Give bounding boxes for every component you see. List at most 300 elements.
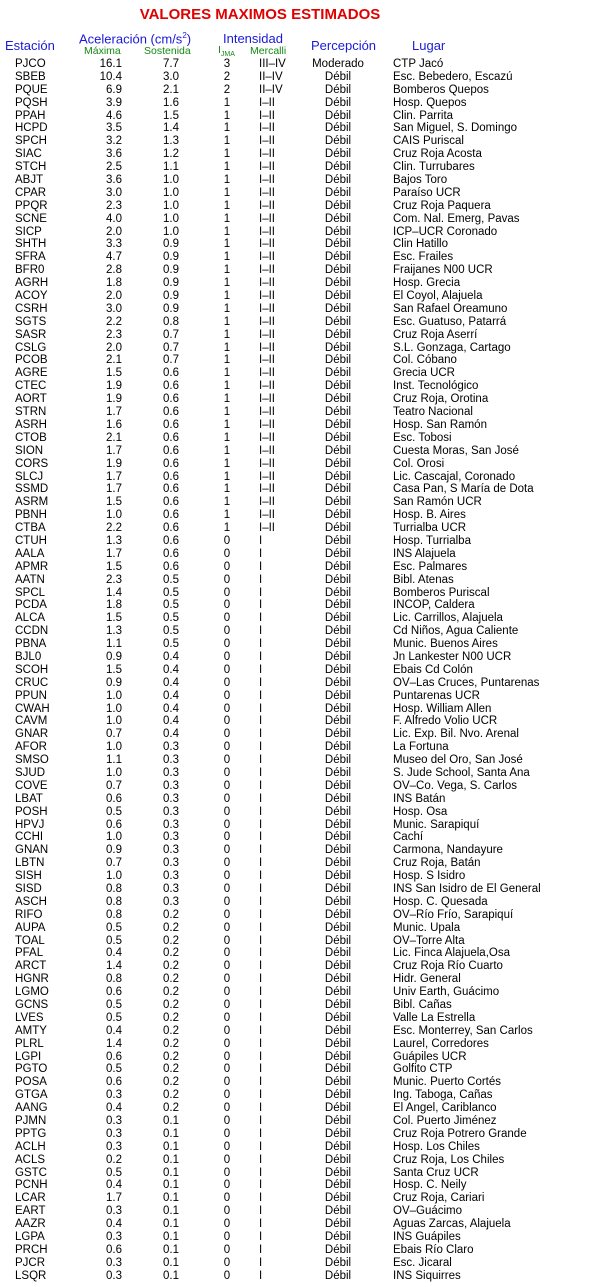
table-row (0, 97, 590, 110)
intensity-mercalli: I (259, 1153, 263, 1166)
accel-sostenida: 0.2 (163, 973, 179, 986)
station-code: LSQR (15, 1269, 47, 1282)
station-code: ABJT (15, 174, 44, 187)
accel-max: 0.9 (106, 676, 122, 689)
location: Hosp. Osa (393, 805, 448, 818)
accel-sostenida: 0.2 (163, 1063, 179, 1076)
location: Fraijanes N00 UCR (393, 264, 493, 277)
intensity-mercalli: I–II (259, 96, 275, 109)
perception: Débil (324, 380, 352, 393)
intensity-jma: 0 (223, 792, 231, 805)
accel-sostenida: 0.3 (163, 870, 179, 883)
table-row (0, 509, 590, 522)
accel-sostenida: 0.2 (163, 908, 179, 921)
station-code: PBNA (15, 638, 47, 651)
intensity-jma: 0 (223, 818, 231, 831)
accel-sostenida: 0.6 (163, 470, 179, 483)
station-code: AFOR (15, 741, 47, 754)
perception: Débil (324, 625, 352, 638)
table-row (0, 651, 590, 664)
accel-sostenida: 0.1 (163, 1231, 179, 1244)
accel-sostenida: 0.2 (163, 960, 179, 973)
location: Col. Cóbano (393, 354, 457, 367)
accel-sostenida: 2.1 (163, 83, 179, 96)
perception: Débil (324, 792, 352, 805)
accel-max: 1.9 (106, 457, 122, 470)
location: OV–Co. Vega, S. Carlos (393, 779, 518, 792)
station-table (0, 58, 590, 1283)
accel-max: 0.7 (106, 857, 122, 870)
table-row (0, 973, 590, 986)
accel-max: 0.3 (106, 1115, 122, 1128)
accel-sostenida: 0.4 (163, 715, 179, 728)
intensity-mercalli: I (259, 586, 263, 599)
intensity-mercalli: I (259, 870, 263, 883)
subheader-mercalli: Mercalli (250, 45, 287, 57)
location: Bomberos Quepos (393, 83, 489, 96)
table-row (0, 342, 590, 355)
station-code: POSH (15, 805, 48, 818)
table-row (0, 226, 590, 239)
location: Lic. Cascajal, Coronado (393, 470, 516, 483)
table-row (0, 638, 590, 651)
station-code: STRN (15, 406, 47, 419)
accel-max: 1.5 (106, 612, 122, 625)
location: Lic. Finca Alajuela,Osa (393, 947, 510, 960)
accel-sostenida: 0.5 (163, 586, 179, 599)
accel-max: 1.0 (106, 870, 122, 883)
station-code: AANG (15, 1102, 48, 1115)
intensity-jma: 0 (223, 1011, 231, 1024)
perception: Débil (324, 290, 352, 303)
intensity-jma: 0 (223, 689, 231, 702)
location: INS San Isidro de El General (393, 883, 541, 895)
location: Valle La Estrella (393, 1011, 476, 1024)
location: Jn Lankester N00 UCR (393, 650, 512, 663)
location: Esc. Guatuso, Patarrá (393, 315, 507, 328)
perception: Débil (324, 457, 352, 470)
intensity-mercalli: I–II (259, 264, 275, 277)
station-code: SIAC (15, 148, 42, 161)
perception: Débil (324, 689, 352, 702)
accel-max: 1.0 (106, 509, 122, 522)
intensity-jma: 0 (223, 947, 231, 960)
accel-max: 3.5 (106, 122, 122, 135)
intensity-mercalli: I–II (259, 431, 275, 444)
accel-max: 1.3 (106, 534, 122, 547)
accel-max: 2.0 (106, 225, 122, 238)
accel-sostenida: 0.6 (163, 560, 179, 573)
accel-max: 6.9 (106, 83, 122, 96)
table-row (0, 135, 590, 148)
intensity-jma: 2 (223, 83, 231, 96)
perception: Débil (324, 805, 352, 818)
perception: Débil (324, 612, 352, 625)
location: Col. Orosi (393, 457, 445, 470)
perception: Débil (324, 908, 352, 921)
accel-sostenida: 0.2 (163, 934, 179, 947)
accel-sostenida: 1.4 (163, 122, 179, 135)
accel-sostenida: 1.0 (163, 186, 179, 199)
perception: Débil (324, 1127, 352, 1140)
accel-max: 2.0 (106, 290, 122, 303)
intensity-jma: 1 (223, 225, 231, 238)
accel-max: 0.5 (106, 999, 122, 1012)
intensity-mercalli: I (259, 818, 263, 831)
intensity-mercalli: I–II (259, 393, 275, 406)
perception: Débil (324, 1192, 352, 1205)
perception: Débil (324, 1179, 352, 1192)
location: Santa Cruz UCR (393, 1166, 479, 1179)
location: Esc. Monterrey, San Carlos (393, 1024, 533, 1037)
intensity-jma: 1 (223, 315, 231, 328)
location: Com. Nal. Emerg, Pavas (393, 212, 520, 225)
perception: Débil (324, 83, 352, 96)
location: Teatro Nacional (393, 406, 473, 419)
perception: Débil (324, 534, 352, 547)
table-row (0, 471, 590, 484)
intensity-mercalli: I (259, 766, 263, 779)
intensity-mercalli: I (259, 1218, 263, 1231)
intensity-jma: 1 (223, 148, 231, 161)
accel-sostenida: 0.5 (163, 612, 179, 625)
accel-sostenida: 0.7 (163, 341, 179, 354)
perception: Débil (324, 921, 352, 934)
perception: Débil (324, 148, 352, 161)
station-code: AAZR (15, 1218, 46, 1231)
perception: Débil (324, 444, 352, 457)
location: Munic. Buenos Aires (393, 638, 498, 651)
intensity-mercalli: I–II (259, 496, 275, 509)
accel-sostenida: 0.4 (163, 689, 179, 702)
intensity-jma: 0 (223, 728, 231, 741)
table-row (0, 780, 590, 793)
location: OV–Río Frío, Sarapiquí (393, 908, 514, 921)
station-code: TOAL (15, 934, 45, 947)
intensity-jma: 0 (223, 1192, 231, 1205)
accel-max: 16.1 (99, 58, 122, 70)
table-row (0, 548, 590, 561)
intensity-mercalli: I (259, 663, 263, 676)
intensity-mercalli: I (259, 779, 263, 792)
station-code: PCNH (15, 1179, 48, 1192)
intensity-jma: 0 (223, 663, 231, 676)
intensity-mercalli: I (259, 973, 263, 986)
station-code: LVES (15, 1011, 44, 1024)
intensity-jma: 0 (223, 599, 231, 612)
table-row (0, 238, 590, 251)
table-row (0, 574, 590, 587)
accel-max: 1.0 (106, 689, 122, 702)
accel-max: 10.4 (99, 70, 122, 83)
accel-max: 0.5 (106, 921, 122, 934)
table-row (0, 728, 590, 741)
station-code: CPAR (15, 186, 47, 199)
table-row (0, 251, 590, 264)
table-row (0, 947, 590, 960)
accel-max: 1.9 (106, 380, 122, 393)
location: Bibl. Atenas (393, 573, 454, 586)
location: Munic. Sarapiquí (393, 818, 480, 831)
intensity-mercalli: I (259, 638, 263, 651)
intensity-jma: 0 (223, 1153, 231, 1166)
intensity-mercalli: I (259, 792, 263, 805)
intensity-jma: 0 (223, 1140, 231, 1153)
intensity-jma: 1 (223, 470, 231, 483)
intensity-mercalli: I (259, 947, 263, 960)
table-row (0, 445, 590, 458)
accel-max: 4.6 (106, 109, 122, 122)
intensity-mercalli: I (259, 650, 263, 663)
accel-sostenida: 1.5 (163, 109, 179, 122)
intensity-mercalli: I (259, 1243, 263, 1256)
intensity-jma: 0 (223, 586, 231, 599)
location: Carmona, Nandayure (393, 844, 503, 857)
station-code: LCAR (15, 1192, 46, 1205)
intensity-jma: 1 (223, 380, 231, 393)
accel-sostenida: 0.1 (163, 1218, 179, 1231)
intensity-mercalli: I–II (259, 199, 275, 212)
intensity-jma: 0 (223, 1127, 231, 1140)
perception: Débil (324, 1153, 352, 1166)
accel-sostenida: 0.3 (163, 766, 179, 779)
intensity-jma: 1 (223, 431, 231, 444)
intensity-jma: 0 (223, 1231, 231, 1244)
intensity-mercalli: I (259, 1269, 263, 1282)
intensity-mercalli: I (259, 1011, 263, 1024)
intensity-jma: 0 (223, 857, 231, 870)
perception: Débil (324, 870, 352, 883)
subheader-maxima: Máxima (84, 45, 121, 57)
table-row (0, 703, 590, 716)
intensity-mercalli: I (259, 702, 263, 715)
table-row (0, 458, 590, 471)
accel-sostenida: 0.6 (163, 418, 179, 431)
accel-sostenida: 0.1 (163, 1115, 179, 1128)
location: F. Alfredo Volio UCR (393, 715, 498, 728)
table-row (0, 1102, 590, 1115)
accel-max: 2.1 (106, 431, 122, 444)
location: ICP–UCR Coronado (393, 225, 498, 238)
accel-max: 1.0 (106, 766, 122, 779)
perception: Débil (324, 522, 352, 535)
intensity-mercalli: I (259, 908, 263, 921)
intensity-jma: 1 (223, 341, 231, 354)
station-code: ASRH (15, 418, 47, 431)
accel-max: 2.1 (106, 354, 122, 367)
perception: Débil (324, 999, 352, 1012)
accel-max: 1.9 (106, 393, 122, 406)
intensity-jma: 0 (223, 1205, 231, 1218)
location: Clin. Turrubares (393, 161, 475, 174)
perception: Débil (324, 663, 352, 676)
intensity-jma: 0 (223, 676, 231, 689)
accel-sostenida: 0.1 (163, 1166, 179, 1179)
station-code: PPUN (15, 689, 47, 702)
location: Hosp. S Isidro (393, 870, 466, 883)
intensity-mercalli: I (259, 1192, 263, 1205)
intensity-mercalli: I–II (259, 522, 275, 535)
header-lugar: Lugar (412, 38, 446, 53)
table-row (0, 1089, 590, 1102)
station-code: SISD (15, 883, 42, 895)
perception: Débil (324, 496, 352, 509)
perception: Débil (324, 883, 352, 895)
accel-sostenida: 0.6 (163, 534, 179, 547)
intensity-jma: 0 (223, 999, 231, 1012)
location: Guápiles UCR (393, 1050, 467, 1063)
perception: Débil (324, 135, 352, 148)
table-row (0, 303, 590, 316)
perception: Débil (324, 1231, 352, 1244)
perception: Débil (324, 650, 352, 663)
location: Ing. Taboga, Cañas (393, 1089, 493, 1102)
intensity-mercalli: I (259, 844, 263, 857)
location: Grecia UCR (393, 367, 455, 380)
intensity-jma: 1 (223, 483, 231, 496)
intensity-jma: 0 (223, 1050, 231, 1063)
perception: Débil (324, 728, 352, 741)
table-row (0, 1141, 590, 1154)
station-code: GNAN (15, 844, 49, 857)
table-row (0, 999, 590, 1012)
station-code: CTOB (15, 431, 47, 444)
intensity-mercalli: I (259, 895, 263, 908)
station-code: ACLH (15, 1140, 46, 1153)
perception: Débil (324, 741, 352, 754)
station-code: PQUE (15, 83, 48, 96)
accel-sostenida: 1.0 (163, 174, 179, 187)
accel-max: 1.7 (106, 470, 122, 483)
intensity-mercalli: I (259, 1115, 263, 1128)
perception: Débil (324, 586, 352, 599)
accel-sostenida: 0.6 (163, 457, 179, 470)
intensity-mercalli: I (259, 960, 263, 973)
intensity-mercalli: I (259, 1231, 263, 1244)
station-code: SLCJ (15, 470, 44, 483)
intensity-jma: 1 (223, 96, 231, 109)
perception: Débil (324, 225, 352, 238)
location: Cd Niños, Agua Caliente (393, 625, 519, 638)
intensity-mercalli: I (259, 560, 263, 573)
perception: Débil (324, 818, 352, 831)
accel-sostenida: 0.5 (163, 573, 179, 586)
table-row (0, 793, 590, 806)
accel-max: 1.8 (106, 277, 122, 290)
intensity-jma: 0 (223, 831, 231, 844)
accel-sostenida: 0.9 (163, 302, 179, 315)
intensity-jma: 1 (223, 122, 231, 135)
station-code: AATN (15, 573, 45, 586)
intensity-jma: 0 (223, 986, 231, 999)
location: INS Alajuela (393, 547, 456, 560)
perception: Débil (324, 715, 352, 728)
perception: Débil (324, 509, 352, 522)
accel-sostenida: 0.5 (163, 638, 179, 651)
table-row (0, 960, 590, 973)
accel-max: 0.6 (106, 1076, 122, 1089)
table-row (0, 522, 590, 535)
location: Cachí (393, 831, 424, 844)
table-row (0, 754, 590, 767)
station-code: ARCT (15, 960, 47, 973)
perception: Débil (324, 973, 352, 986)
intensity-mercalli: I (259, 986, 263, 999)
station-code: SBEB (15, 70, 46, 83)
table-row (0, 277, 590, 290)
accel-sostenida: 0.3 (163, 844, 179, 857)
perception: Débil (324, 857, 352, 870)
accel-sostenida: 0.3 (163, 805, 179, 818)
accel-max: 0.3 (106, 1140, 122, 1153)
intensity-mercalli: I–II (259, 174, 275, 187)
table-row (0, 857, 590, 870)
intensity-mercalli: I (259, 1089, 263, 1102)
accel-sostenida: 0.1 (163, 1140, 179, 1153)
location: Hosp. C. Neily (393, 1179, 467, 1192)
intensity-mercalli: I (259, 1140, 263, 1153)
location: Cruz Roja Acosta (393, 148, 482, 161)
subheader-ijma (218, 44, 235, 58)
table-row (0, 1192, 590, 1205)
table-row (0, 329, 590, 342)
intensity-mercalli: I–II (259, 457, 275, 470)
station-code: BJL0 (15, 650, 42, 663)
station-code: AGRH (15, 277, 49, 290)
intensity-jma: 0 (223, 934, 231, 947)
accel-sostenida: 0.3 (163, 792, 179, 805)
location: Cruz Roja Potrero Grande (393, 1127, 527, 1140)
table-row (0, 883, 590, 896)
location: Inst. Tecnológico (393, 380, 479, 393)
accel-max: 0.2 (106, 1153, 122, 1166)
intensity-jma: 0 (223, 741, 231, 754)
accel-sostenida: 0.2 (163, 1089, 179, 1102)
location: Hosp. B. Aires (393, 509, 466, 522)
perception: Débil (324, 1024, 352, 1037)
location: Hosp. William Allen (393, 702, 492, 715)
intensity-jma: 0 (223, 805, 231, 818)
accel-sostenida: 0.6 (163, 483, 179, 496)
intensity-mercalli: I–II (259, 212, 275, 225)
station-code: EART (15, 1205, 46, 1218)
station-code: PBNH (15, 509, 47, 522)
perception: Débil (324, 547, 352, 560)
location: Lic. Exp. Bil. Nvo. Arenal (393, 728, 519, 741)
intensity-jma: 0 (223, 702, 231, 715)
accel-max: 1.4 (106, 586, 122, 599)
location: Cruz Roja Paquera (393, 199, 491, 212)
accel-max: 1.4 (106, 960, 122, 973)
accel-sostenida: 0.4 (163, 663, 179, 676)
station-code: BFR0 (15, 264, 45, 277)
table-row (0, 599, 590, 612)
station-code: PFAL (15, 947, 44, 960)
accel-sostenida: 0.6 (163, 393, 179, 406)
perception: Débil (324, 328, 352, 341)
accel-sostenida: 0.8 (163, 315, 179, 328)
intensity-jma: 0 (223, 650, 231, 663)
intensity-jma: 1 (223, 328, 231, 341)
perception: Débil (324, 599, 352, 612)
table-row (0, 84, 590, 97)
perception: Débil (324, 1102, 352, 1115)
station-code: PRCH (15, 1243, 48, 1256)
table-row (0, 393, 590, 406)
perception: Débil (324, 1063, 352, 1076)
intensity-mercalli: I (259, 921, 263, 934)
table-row (0, 419, 590, 432)
